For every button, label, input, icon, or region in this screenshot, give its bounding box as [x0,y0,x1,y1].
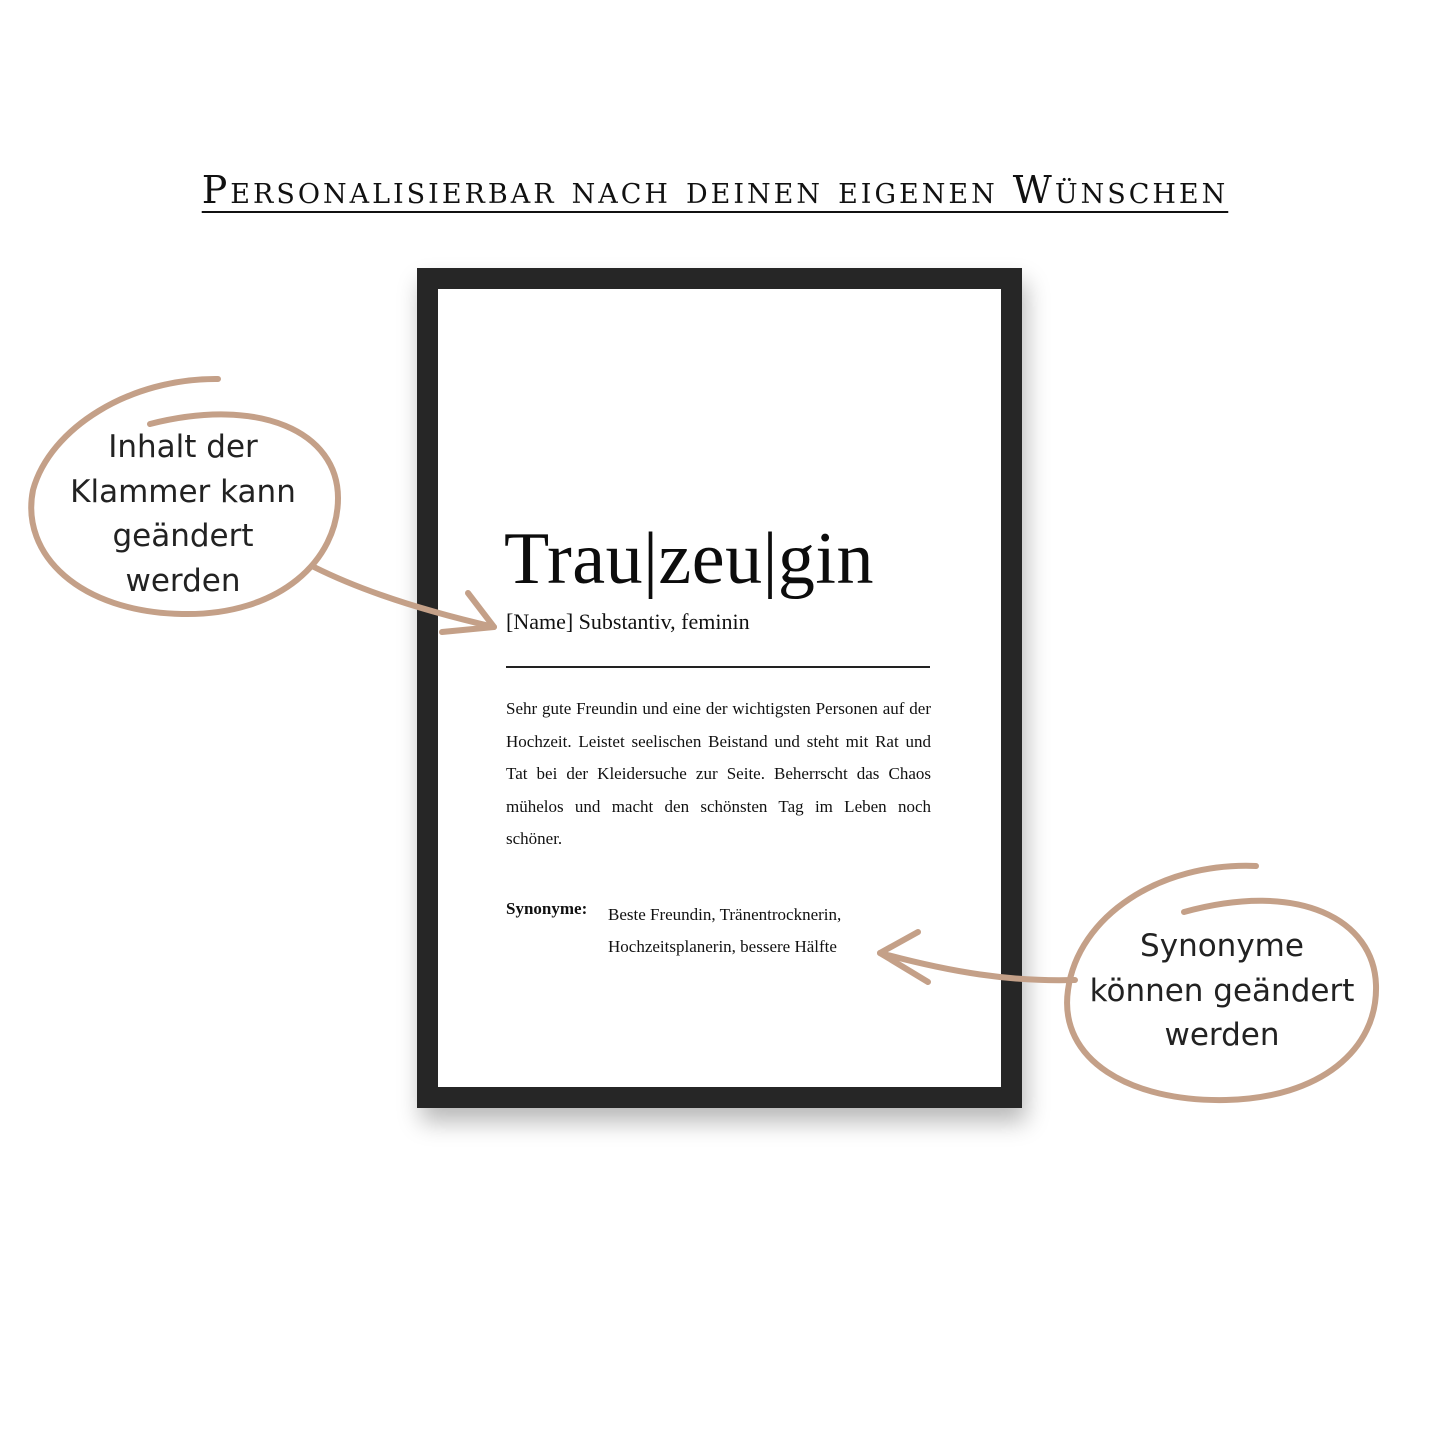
callout-right-line-2: können geändert [1089,972,1355,1009]
poster-grammar: [Name] Substantiv, feminin [506,609,750,634]
page-headline: Personalisierbar nach deinen eigenen Wünschen [201,168,1229,212]
callout-bracket-editable [43,425,323,603]
callout-left-line-1: Inhalt der [108,429,258,465]
synonyms-label: Synonyme: [506,899,588,918]
callout-right-line-1: Synonyme [1140,928,1304,964]
synonyms-line-2: Hochzeitsplanerin, bessere Hälfte [608,937,837,956]
poster-definition: Sehr gute Freundin und eine der wichtigsten Personen auf der Hochzeit. Leistet seelischen Beistand und steht mit Rat und Tat bei der Kleidersuche zur Seite. Beherrscht das Chaos mühelos und macht den schönsten Tag im Leben noch schöner. [506,699,931,848]
left-arrow-head [442,593,494,632]
right-callout-arrow [880,953,1075,980]
poster-word: Trau|zeu|gin [504,518,874,600]
callout-right-line-3: werden [1164,1017,1280,1053]
left-callout-arrow [314,567,494,627]
callout-left-line-2: Klammer kann [70,473,296,510]
callout-synonyms-editable [1072,924,1372,1058]
callout-left-line-3: geändert [112,518,254,554]
synonyms-line-1: Beste Freundin, Tränentrocknerin, [608,905,842,924]
callout-left-line-4: werden [125,562,241,599]
